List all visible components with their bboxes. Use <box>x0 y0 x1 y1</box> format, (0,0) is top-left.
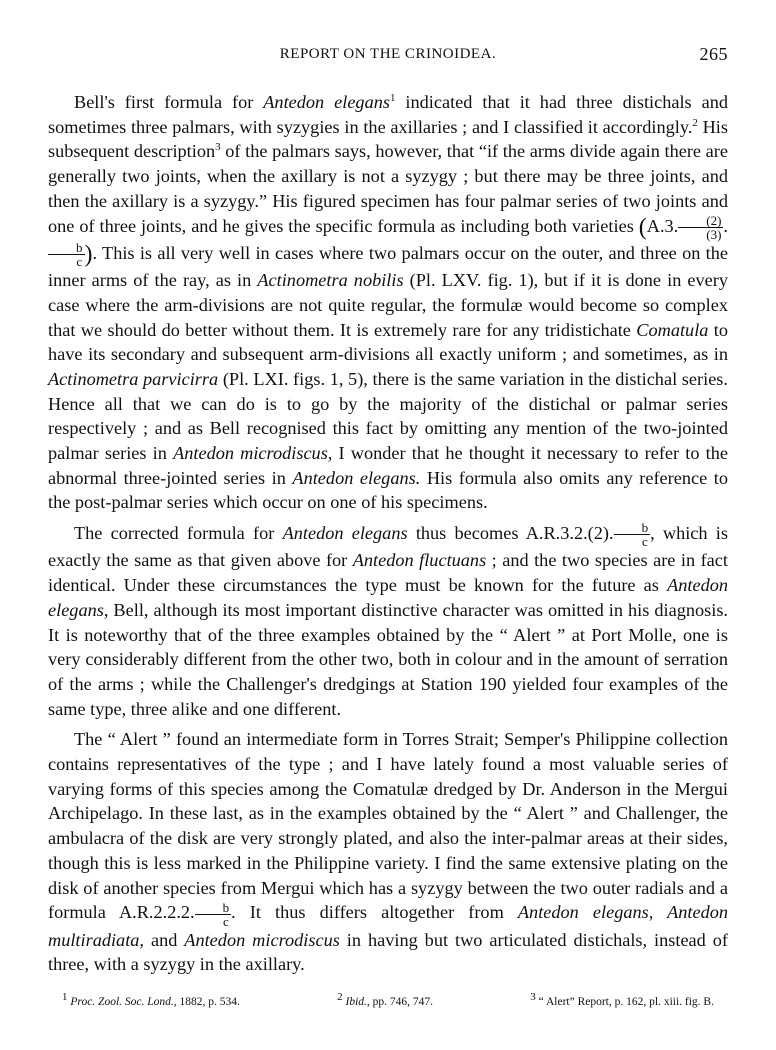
footnote-text: , 1882, p. 534. <box>173 996 240 1008</box>
formula-fraction <box>195 901 232 928</box>
footnote-ref: 1 <box>389 91 396 104</box>
text-run: I wonder that he thought it necessary to refer to the abnormal three-jointed series in <box>48 443 728 488</box>
running-title: REPORT ON THE CRINOIDEA. <box>279 46 497 62</box>
footnotes <box>48 991 728 1008</box>
paragraph-1 <box>48 90 728 515</box>
fraction-numerator: b <box>614 521 651 535</box>
genus-name: Comatula <box>636 319 709 340</box>
fraction-denominator: c <box>76 254 83 270</box>
species-name: Antedon microdiscus <box>184 929 340 950</box>
species-names: Antedon elegans, Antedon multiradiata, <box>48 902 728 950</box>
species-name: Actinometra parvicirra <box>48 368 219 389</box>
fraction-denominator: (3) <box>706 226 722 242</box>
species-name: Actinometra nobilis <box>257 270 404 291</box>
text-run: Bell, although its most important distinctive character was omitted in his diagnosis. It is noteworthy that of the three examples obtained by the “ Alert ” at Port Molle, one is very considerably different from the other two, both in colour and in the amount of serration of the arms ; while the Challenger's dredgings at Station 190 yielded four examples of the same type, three alike and one different. <box>48 599 728 719</box>
footnote-mark: 2 <box>337 991 343 1004</box>
footnote-mark: 1 <box>62 991 68 1004</box>
text-run: thus becomes A.R.3.2.(2). <box>407 523 614 544</box>
text-run: (Pl. LXI. figs. 1, 5), there is the same variation in the distichal series. Hence all that we can do is to go by the majority of the distichal or palmar series respectively ; and as Bell recognised this fact by omitting any mention of the two-jointed palmar series in <box>48 368 728 464</box>
text-run: of the palmars says, however, that “if the arms divide again there are generally two joints, when the axillary is not a syzygy ; but there may be three joints, and then the axillary is a syzygy.” His figured specimen has four palmar series of two joints and one of three joints, and he gives the specific formula as including both varieties <box>48 141 728 236</box>
footnote-2 <box>337 991 434 1008</box>
footnote-text: “ Alert” Report, p. 162, pl. xiii. fig. B. <box>538 996 714 1008</box>
text-run: . It thus differs altogether from <box>231 902 518 923</box>
footnote-ref: 3 <box>215 141 221 154</box>
species-name: Antedon microdiscus, <box>173 443 333 464</box>
species-name: Antedon elegans, <box>48 575 728 620</box>
formula-fraction <box>614 521 651 548</box>
species-name: Antedon fluctuans <box>352 550 487 571</box>
text-run: to have its secondary and subsequent arm-divisions all exactly uniform ; and sometimes, as in <box>48 319 729 365</box>
footnote-source: Proc. Zool. Soc. Lond. <box>70 996 174 1008</box>
formula-varieties: (A.3. $\frac{(2)}{(3)}$ . $\frac{b}{c}$ ) <box>48 216 728 263</box>
page-number: 265 <box>699 44 728 64</box>
text-run: , which is exactly the same as that given above for <box>48 523 728 571</box>
page <box>48 40 728 977</box>
fraction-numerator: (2) <box>678 214 723 228</box>
footnote-text: , pp. 746, 747. <box>366 996 434 1008</box>
formula-fraction <box>678 214 723 241</box>
text-run: in having but two articulated distichals, instead of three, with a syzygy in the axillary. <box>48 929 728 975</box>
fraction-denominator: c <box>641 534 648 550</box>
text-run: The “ Alert ” found an intermediate form in Torres Strait; Semper's Philippine collection contains representatives of the type ; and I have lately found a most valuable series of varying forms of this species among the Comatulæ dredged by Dr. Anderson in the Mergui Archipelago. In these last, as in the examples obtained by the “ Alert ” and Challenger, the ambulacra of the disk are very strongly plated, and also the inter-palmar areas at their sides, though this is less marked in the Philippine variety. I find the same extensive plating on the disk of another species from Mergui which has a syzygy between the two outer radials and a formula A.R.2.2.2. <box>48 729 728 923</box>
footnote-3 <box>530 991 714 1008</box>
footnote-1 <box>62 991 240 1008</box>
paragraph-3 <box>48 727 728 977</box>
text-run: Bell's first formula for <box>74 92 264 112</box>
text-run: His formula also omits any reference to the post-palmar series which occur on one of his specimens. <box>48 467 728 513</box>
species-name: Antedon elegans. <box>292 467 421 488</box>
text-run: ; and the two species are in fact identical. Under these circumstances the type must be known for the future as <box>48 550 728 596</box>
footnote-ref: 2 <box>692 116 698 129</box>
text-run: indicated that it had three distichals and sometimes three palmars, with syzygies in the axillaries ; and I classified it accordingly. <box>48 92 729 137</box>
formula-fraction <box>48 241 85 268</box>
running-header <box>48 40 728 68</box>
fraction-numerator: b <box>195 901 232 915</box>
fraction-denominator: c <box>222 913 229 929</box>
footnote-mark: 3 <box>530 991 536 1004</box>
formula-prefix: A.3. <box>646 215 679 236</box>
text-run: His subsequent description <box>48 116 729 162</box>
text-run: and <box>144 929 185 950</box>
paragraph-2 <box>48 521 728 721</box>
footnote-source: Ibid. <box>345 996 367 1008</box>
fraction-numerator: b <box>48 241 85 255</box>
text-run: The corrected formula for <box>74 523 283 544</box>
text-run: (Pl. LXV. fig. 1), but if it is done in every case where the arm-divisions are not quite regular, the formulæ would become so complex that we should do better without them. It is extremely rare for any tridistichate <box>48 270 729 340</box>
text-run: . This is all very well in cases where two palmars occur on the outer, and three on the inner arms of the ray, as in <box>48 242 728 291</box>
species-name: Antedon elegans <box>263 92 390 112</box>
species-name: Antedon elegans <box>282 523 408 544</box>
body-text <box>48 90 728 977</box>
